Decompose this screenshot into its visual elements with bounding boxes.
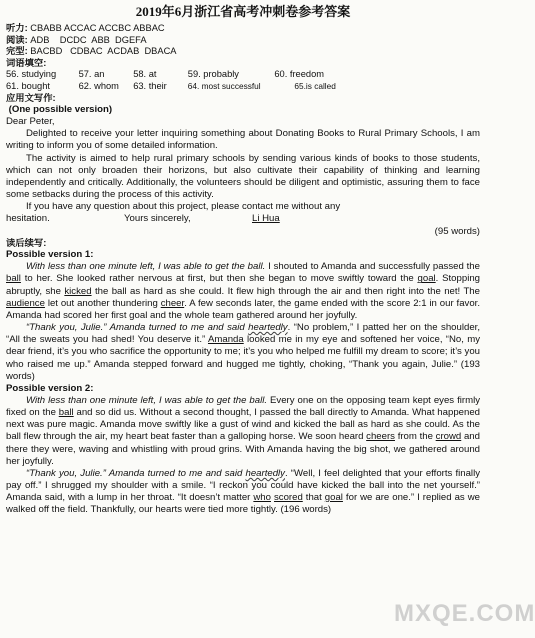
fill-label: 词语填空: [6, 57, 47, 68]
underlined-word: Amanda [207, 334, 244, 346]
letter-closing-line [6, 213, 480, 225]
writing-version: (One possible version) [6, 104, 113, 116]
fill-item: 63. their [133, 80, 167, 91]
underlined-word: audience [6, 297, 45, 309]
fill-item: 62. whom [78, 80, 119, 91]
continuation-label: 读后续写: [6, 237, 47, 248]
cloze-answers [6, 46, 480, 58]
opening-sentence: With less than one minute left, I was able to get the ball. [26, 261, 266, 273]
version-1-paragraph-1 [6, 261, 480, 322]
reading-answers [6, 35, 480, 47]
text-run: looked me in my eye and softened her voice, “No, my dear friend, it’s you who sacrifice the opportunity to me; it’s you who helped me fulfill my dream to score; it’s you who raised me up.” Amanda stepped forward and hugged me tightly, choking, “Thank you again, Julie.” [6, 334, 480, 370]
opening-sentence: “Thank you, Julie.” Amanda turned to me and said [26, 467, 246, 479]
text-run: I shouted to Amanda and successfully passed the [265, 261, 480, 273]
underlined-word: cheers [366, 431, 395, 443]
opening-sentence: With less than one minute left, I was able to get the ball. [26, 394, 268, 406]
version-1-heading: Possible version 1: [6, 249, 94, 261]
site-watermark: MXQE.COM [394, 600, 535, 627]
underlined-word: cheer [160, 297, 185, 309]
underlined-word: who [253, 492, 271, 504]
word-count: (193 words) [6, 358, 480, 382]
letter-signature: Li Hua [252, 213, 280, 225]
fill-item: 56. studying [6, 69, 57, 80]
fill-item: 65.is called [294, 80, 336, 91]
text-run: for we are one.” I replied as we walked off the field. Thankfully, our hearts were tied more tightly. [6, 492, 480, 516]
text-run: the ball as hard as she could. It flew high through the air and then right into the net! The [91, 285, 480, 297]
text-run: . “No problem,” I patted her on the shoulder, “All the sweats you had shed! You deserve it.” [6, 322, 480, 346]
fill-item: 57. an [78, 69, 105, 80]
opening-sentence: “Thank you, Julie.” Amanda turned to me and said [26, 322, 249, 334]
version-2-heading: Possible version 2: [6, 382, 94, 394]
reading-value: ADB DCDC ABB DGEFA [30, 34, 147, 45]
underlined-word: ball [6, 273, 21, 285]
letter-closing: Yours sincerely, [124, 213, 191, 225]
listening-label: 听力: [6, 23, 28, 33]
letter-paragraph-2: The activity is aimed to help rural primary schools by sending various kinds of books to those students, which can not only broaden their horizons, but also cultivate their capability of thinking and learning independently and critically. Additionally, the volunteers should be diligent and optimistic, assuring them to face some setbacks during the process of this activity. [6, 152, 480, 201]
word-count: (196 words) [280, 504, 332, 516]
letter-hesitation: hesitation. [6, 213, 50, 225]
text-run: . “Well, I feel delighted that your efforts finally pay off.” I shrugged my shoulder with a smile. “I reckon you could have kicked the ball into the net yourself.” Amanda said, with a lump in her throat. “It doesn’t matter [6, 467, 480, 504]
listening-value: CBABB ACCAC ACCBC ABBAC [30, 23, 165, 33]
text-run: that [302, 492, 325, 504]
fill-item: 59. probably [187, 69, 239, 80]
underlined-word: heartedly [245, 467, 285, 479]
version-2-paragraph-1 [6, 395, 480, 468]
underlined-word: goal [417, 273, 436, 285]
page-title: 2019年6月浙江省高考冲刺卷参考答案 [135, 4, 351, 19]
text-run: and so did us. Without a second thought, I passed the ball directly to Amanda. What happened next was pure magic. Amanda move swiftly like a gust of wind and kicked the ball as hard as she could. As the ball flew through the air, my heart beat faster than a galloping horse. We soon heard [6, 407, 480, 443]
underlined-word: ball [58, 407, 74, 419]
listening-answers [6, 23, 480, 35]
letter-word-count: (95 words) [434, 225, 480, 237]
fill-row-1 [6, 69, 480, 81]
text-run: let out another thundering [44, 297, 161, 309]
underlined-word: kicked [64, 285, 92, 297]
fill-item: 64. most successful [187, 80, 261, 91]
writing-label: 应用文写作: [6, 92, 56, 103]
fill-item: 61. bought [6, 80, 50, 91]
text-run: . A few seconds later, the game ended with the score 2:1 in our favor. Amanda had scored her first goal and the whole team gathered around her joyfully. [6, 297, 480, 321]
cloze-value: BACBD CDBAC ACDAB DBACA [30, 46, 177, 57]
underlined-word: scored [273, 492, 303, 504]
underlined-word: heartedly [248, 322, 288, 334]
fill-row-2 [6, 81, 480, 93]
letter-greeting: Dear Peter, [6, 116, 55, 128]
text-run: . Stopping abruptly, she [6, 273, 480, 297]
letter-paragraph-3: If you have any question about this project, please contact me without any [26, 201, 341, 213]
version-2-paragraph-2 [6, 468, 480, 517]
text-run: from the [394, 431, 436, 443]
fill-item: 58. at [133, 69, 157, 80]
underlined-word: crowd [435, 431, 462, 443]
text-run: Every one on the opposing team kept eyes firmly fixed on the [6, 394, 480, 419]
text-run: to her. She looked rather nervous at first, but then she began to move swiftly toward the [20, 273, 418, 285]
version-1-paragraph-2 [6, 322, 480, 383]
reading-label: 阅读: [6, 34, 28, 45]
underlined-word: goal [324, 492, 343, 504]
text-run: and there they were, waving and whistling with proud grins. With Amanda having the big shot, we gathered around her joyfully. [6, 431, 480, 467]
fill-item: 60. freedom [274, 69, 324, 80]
cloze-label: 完型: [6, 46, 28, 57]
letter-paragraph-1: Delighted to receive your letter inquiring something about Donating Books to Rural Primary Schools, I am writing to inform you of some detailed information. [6, 128, 480, 152]
